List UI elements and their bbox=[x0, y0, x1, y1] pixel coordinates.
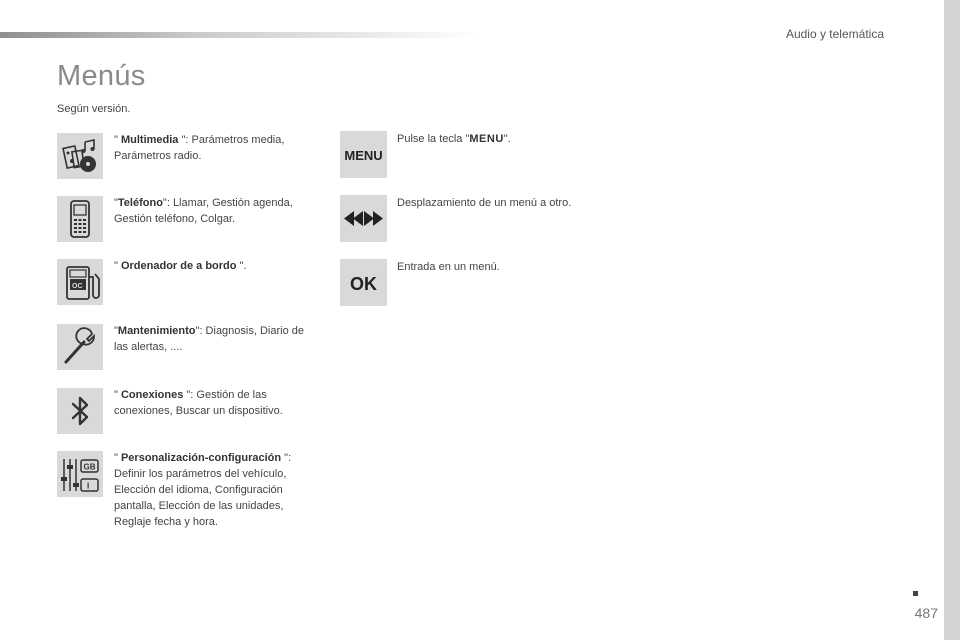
page-title: Menús bbox=[57, 60, 146, 92]
page-number: 487 bbox=[914, 605, 938, 621]
trip-computer-icon bbox=[57, 259, 103, 305]
ok-key-icon bbox=[340, 259, 387, 306]
svg-text:GB: GB bbox=[83, 462, 96, 472]
menu-key-label: MENU bbox=[344, 148, 383, 163]
key-text: Pulse la tecla "MENU". bbox=[397, 133, 511, 145]
menu-item-text: " Ordenador de a bordo ". bbox=[114, 260, 247, 272]
version-note: Según versión. bbox=[57, 103, 131, 115]
svg-text:OC: OC bbox=[72, 283, 83, 290]
key-text: Entrada en un menú. bbox=[397, 261, 500, 273]
header-gradient-bar bbox=[0, 32, 480, 38]
page-marker-dot bbox=[913, 591, 918, 596]
section-title: Audio y telemática bbox=[785, 27, 884, 41]
arrows-key-icon bbox=[340, 195, 387, 242]
bluetooth-icon bbox=[57, 388, 103, 434]
menu-key-icon bbox=[340, 131, 387, 178]
multimedia-icon bbox=[57, 133, 103, 179]
page-edge-strip bbox=[944, 0, 960, 640]
menu-item-text: "Teléfono": Llamar, Gestión agenda, Gestión teléfono, Colgar. bbox=[114, 197, 293, 225]
menu-item-text: "Mantenimiento": Diagnosis, Diario de las alertas, .... bbox=[114, 325, 304, 353]
wrench-icon bbox=[57, 324, 103, 370]
menu-item-text: " Conexiones ": Gestión de las conexiones, Buscar un dispositivo. bbox=[114, 389, 283, 417]
svg-text:I: I bbox=[87, 481, 90, 491]
menu-item-text: " Personalización-configuración ": Definir los parámetros del vehículo, Elección del idioma, Configuración pantalla, Elección de las unidades, Reglaje fecha y hora. bbox=[114, 452, 292, 528]
phone-icon bbox=[57, 196, 103, 242]
settings-sliders-icon bbox=[57, 451, 103, 497]
ok-key-label: OK bbox=[350, 274, 377, 294]
key-text: Desplazamiento de un menú a otro. bbox=[397, 197, 572, 209]
menu-item-text: " Multimedia ": Parámetros media, Parámetros radio. bbox=[114, 134, 285, 162]
